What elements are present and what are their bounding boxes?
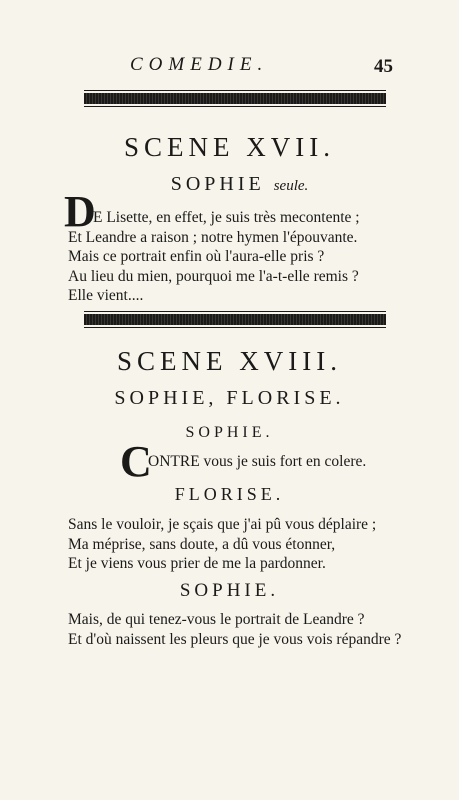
ornamental-rule [84,93,386,104]
verse-block [68,208,398,306]
drop-cap: C [120,437,152,486]
verse-line: Et Leandre a raison ; notre hymen l'épouvante. [68,228,358,246]
verse-line: Et d'où naissent les pleurs que je vous vois répandre ? [68,630,402,648]
speaker-name: SOPHIE. [179,580,280,601]
verse-line: Mais ce portrait enfin où l'aura-elle pris ? [68,248,325,265]
drop-cap: D [64,187,96,236]
page-number: 45 [374,56,393,77]
speaker-name: FLORISE. [174,484,285,504]
verse-line: Ma méprise, sans doute, a dû vous étonner, [68,535,336,553]
verse-line: ONTRE vous je suis fort en colere. [148,453,367,470]
speaker-name: SOPHIE. [185,424,274,441]
scene-title: SCENE XVIII. [117,346,342,376]
verse-line: E Lisette, en effet, je suis très mecontente ; [93,209,360,226]
running-title: COMEDIE. [130,54,269,75]
verse-line: Et je viens vous prier de me la pardonner. [68,555,326,572]
verse-block [68,515,398,574]
verse-line: Au lieu du mien, pourquoi me l'a-t-elle remis ? [68,267,359,285]
characters-heading: SOPHIE, FLORISE. [114,387,345,409]
scene-title: SCENE XVII. [124,132,335,162]
verse-line: Sans le vouloir, je sçais que j'ai pû vous déplaire ; [68,516,377,533]
ornamental-rule [84,314,386,325]
speaker-name: SOPHIE [170,173,265,195]
stage-direction: seule. [273,178,309,194]
verse-line: Elle vient.... [68,287,144,304]
verse-line: Mais, de qui tenez-vous le portrait de Leandre ? [68,611,365,628]
verse-block [68,610,402,649]
